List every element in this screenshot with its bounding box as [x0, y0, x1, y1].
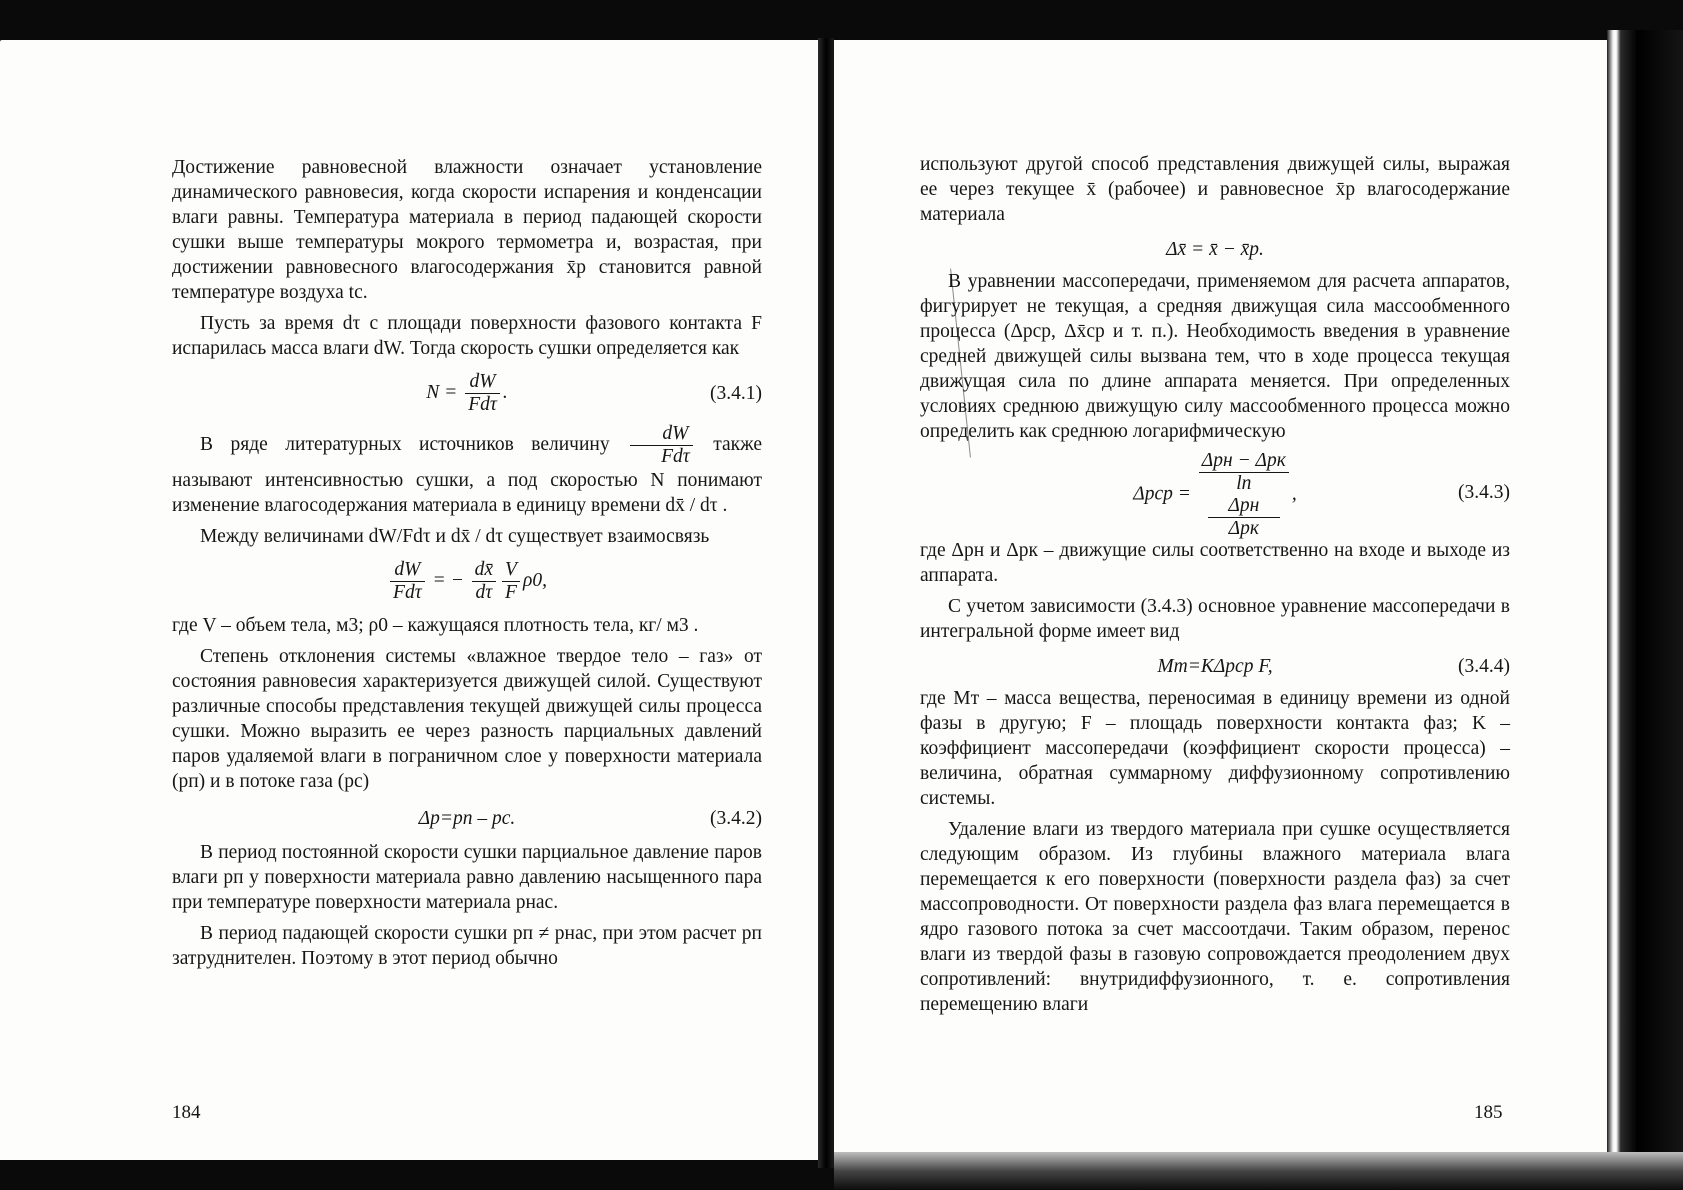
fraction: [502, 559, 520, 604]
paragraph: В период падающей скорости сушки pп ≠ pнас, при этом расчет pп затруднителен. Поэтому в этот период обычно: [172, 923, 762, 969]
page-edge-shadow: [1607, 30, 1683, 1190]
paragraph: Степень отклонения системы «влажное твердое тело – газ» от состояния равновесия характеризуется движущей силой. Существуют различные способы представления текущей движущей силы процесса сушки. Можно выразить ее через разность парциальных давлений паров удаляемой влаги в пограничном слое у поверхности материала (pп) и в потоке газа (pс): [172, 646, 762, 792]
paragraph: где Mт – масса вещества, переносимая в единицу времени из одной фазы в другую; F – площадь поверхности контакта фаз; K – коэффициент массопередачи (коэффициент скорости процесса) – величина, обратная суммарному диффузионному сопротивлению системы.: [920, 688, 1510, 809]
text-run: также называют интенсивностью сушки, а под скоростью N понимают изменение влагосодержания материала в единицу времени dx̄ / dτ .: [172, 433, 763, 516]
formula-text: Mт=KΔpср F,: [1157, 656, 1273, 677]
paragraph: используют другой способ представления движущей силы, выражая ее через текущее x̄ (рабочее) и равновесное x̄р влагосодержание материала: [920, 154, 1510, 225]
fraction: [390, 559, 425, 604]
fraction: [1199, 450, 1289, 540]
paragraph: Достижение равновесной влажности означает установление динамического равновесия, когда скорости испарения и конденсации влаги равны. Температура материала в период падающей скорости сушки выше температуры мокрого термометра и, возрастая, при достижении равновесного влагосодержания x̄р становится равной температуре воздуха tс.: [172, 157, 762, 303]
formula-tail: .: [502, 381, 508, 403]
paragraph: где Δpн и Δpк – движущие силы соответственно на входе и выходе из аппарата.: [920, 540, 1510, 586]
denominator: Fdτ: [393, 582, 422, 603]
formula-text: Δx̄ = x̄ − x̄р.: [1166, 239, 1264, 260]
numerator: dW: [465, 371, 500, 394]
paragraph: Удаление влаги из твердого материала при сушке осуществляется следующим образом. Из глубины влажного материала влага перемещается к его поверхности (поверхности раздела фаз) за счет массопроводности. От поверхности раздела фаз влага перемещается в ядро газового потока за счет массоотдачи. Таким образом, перенос влаги из твердой фазы в газовую сопровождается преодолением двух сопротивлений: внутридиффузионного, т. е. сопротивления перемещению влаги: [920, 819, 1510, 1015]
formula-text: Δp=pп – pс.: [418, 808, 516, 829]
paragraph: где V – объем тела, м3; ρ0 – кажущаяся плотность тела, кг/ м3 .: [172, 615, 699, 636]
fraction: [630, 423, 693, 468]
fraction: [465, 371, 500, 416]
fraction: [472, 559, 496, 604]
numerator: Δpн − Δpк: [1199, 450, 1289, 473]
left-page: [0, 40, 818, 1160]
formula-delta-x: [920, 233, 1510, 269]
text-run: В ряде литературных источников величину: [200, 433, 610, 455]
right-page: [834, 40, 1607, 1160]
right-text-column: [920, 152, 1510, 1023]
numerator: dx̄: [472, 559, 496, 582]
formula-3-4-1: [172, 367, 762, 417]
formula-operator: = −: [432, 569, 464, 591]
formula-tail: ,: [1291, 483, 1297, 505]
denominator: Fdτ: [661, 446, 690, 467]
paragraph: С учетом зависимости (3.4.3) основное уравнение массопередачи в интегральной форме имеет вид: [920, 596, 1510, 642]
page-number: 184: [172, 1102, 201, 1123]
numerator: dW: [390, 559, 425, 582]
paragraph: В период постоянной скорости сушки парциальное давление паров влаги pп у поверхности материала равно давлению насыщенного пара при температуре поверхности материала pнас.: [172, 842, 762, 913]
denominator: [1199, 473, 1289, 540]
paragraph: В уравнении массопередачи, применяемом для расчета аппаратов, фигурирует не текущая, а средняя движущая сила массообменного процесса (Δpср, Δx̄ср и т. п.). Необходимость введения в уравнение средней движущей силы вызвана тем, что в ходе процесса текущая движущая сила по длине аппарата меняется. При определенных условиях среднюю движущую силу массообменного процесса можно определить как среднюю логарифмическую: [920, 271, 1510, 442]
denominator: Δpк: [1228, 518, 1259, 539]
ln: ln: [1236, 473, 1252, 494]
equation-number: (3.4.1): [710, 383, 762, 404]
left-text-column: [172, 155, 762, 977]
formula-relation: [172, 555, 762, 613]
paragraph: Пусть за время dτ с площади поверхности фазового контакта F испарилась масса влаги dW. Тогда скорость сушки определяется как: [172, 313, 762, 359]
denominator: Fdτ: [468, 394, 497, 415]
scan-bottom-shadow: [834, 1152, 1683, 1190]
numerator: V: [502, 559, 520, 582]
formula-3-4-3: [920, 450, 1510, 538]
denominator: F: [505, 582, 517, 603]
equation-number: (3.4.3): [1458, 482, 1510, 503]
paragraph: Между величинами dW/Fdτ и dx̄ / dτ существует взаимосвязь: [200, 526, 710, 547]
formula-3-4-2: [172, 800, 762, 840]
formula-tail: ρ0,: [522, 569, 547, 591]
book-spine: [818, 38, 834, 1168]
formula-3-4-4: [920, 650, 1510, 686]
paragraph: [172, 423, 762, 518]
page-number: 185: [1474, 1102, 1503, 1123]
equation-number: (3.4.2): [710, 808, 762, 829]
numerator: dW: [630, 423, 693, 446]
equation-number: (3.4.4): [1458, 656, 1510, 677]
fraction: [1205, 495, 1283, 540]
denominator: dτ: [475, 582, 493, 603]
formula-lhs: Δpср =: [1133, 483, 1191, 505]
formula-lhs: N =: [426, 381, 458, 403]
numerator: Δpн: [1208, 495, 1280, 518]
